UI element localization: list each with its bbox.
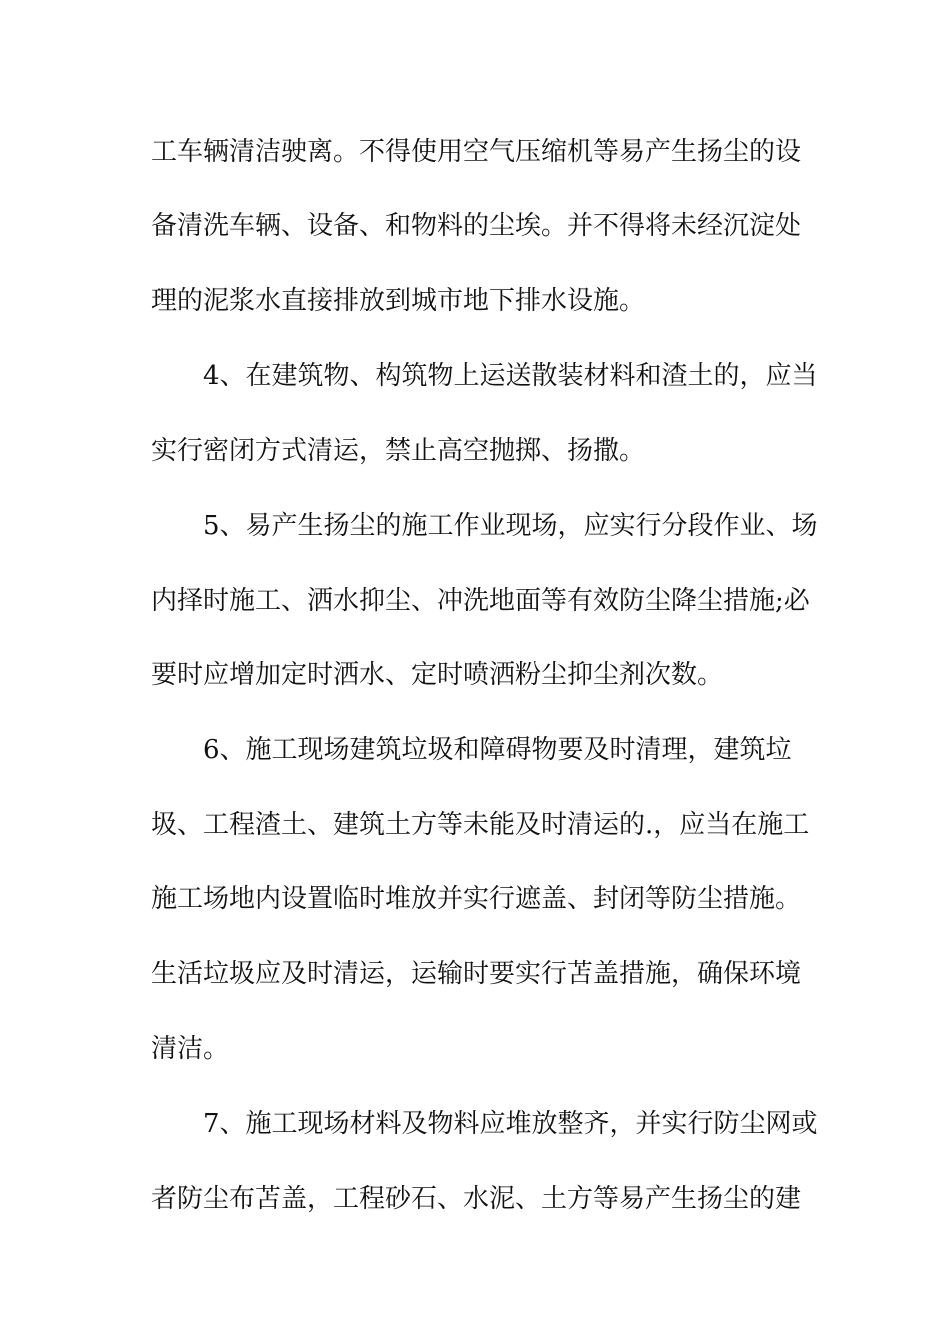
text-line: 生活垃圾应及时清运，运输时要实行苫盖措施，确保环境 — [151, 959, 802, 989]
text-line: 备清洗车辆、设备、和物料的尘埃。并不得将未经沉淀处 — [151, 211, 802, 241]
paragraph-start-line: 7、施工现场材料及物料应堆放整齐，并实行防尘网或 — [203, 1109, 818, 1139]
paragraph-start-line: 5、易产生扬尘的施工作业现场，应实行分段作业、场 — [203, 511, 818, 541]
text-line: 工车辆清洁驶离。不得使用空气压缩机等易产生扬尘的设 — [151, 137, 802, 167]
text-line: 圾、工程渣土、建筑土方等未能及时清运的.，应当在施工 — [151, 810, 810, 840]
text-line: 者防尘布苫盖，工程砂石、水泥、土方等易产生扬尘的建 — [151, 1184, 802, 1214]
text-line: 清洁。 — [151, 1034, 230, 1064]
paragraph-start-line: 6、施工现场建筑垃圾和障碍物要及时清理，建筑垃 — [203, 735, 792, 765]
text-line: 理的泥浆水直接排放到城市地下排水设施。 — [151, 286, 646, 316]
text-line: 要时应增加定时洒水、定时喷洒粉尘抑尘剂次数。 — [151, 660, 724, 690]
text-line: 施工场地内设置临时堆放并实行遮盖、封闭等防尘措施。 — [151, 884, 802, 914]
text-line: 内择时施工、洒水抑尘、冲洗地面等有效防尘降尘措施;必 — [151, 586, 810, 616]
text-line: 实行密闭方式清运，禁止高空抛掷、扬撒。 — [151, 436, 646, 466]
paragraph-start-line: 4、在建筑物、构筑物上运送散装材料和渣土的，应当 — [203, 361, 818, 391]
